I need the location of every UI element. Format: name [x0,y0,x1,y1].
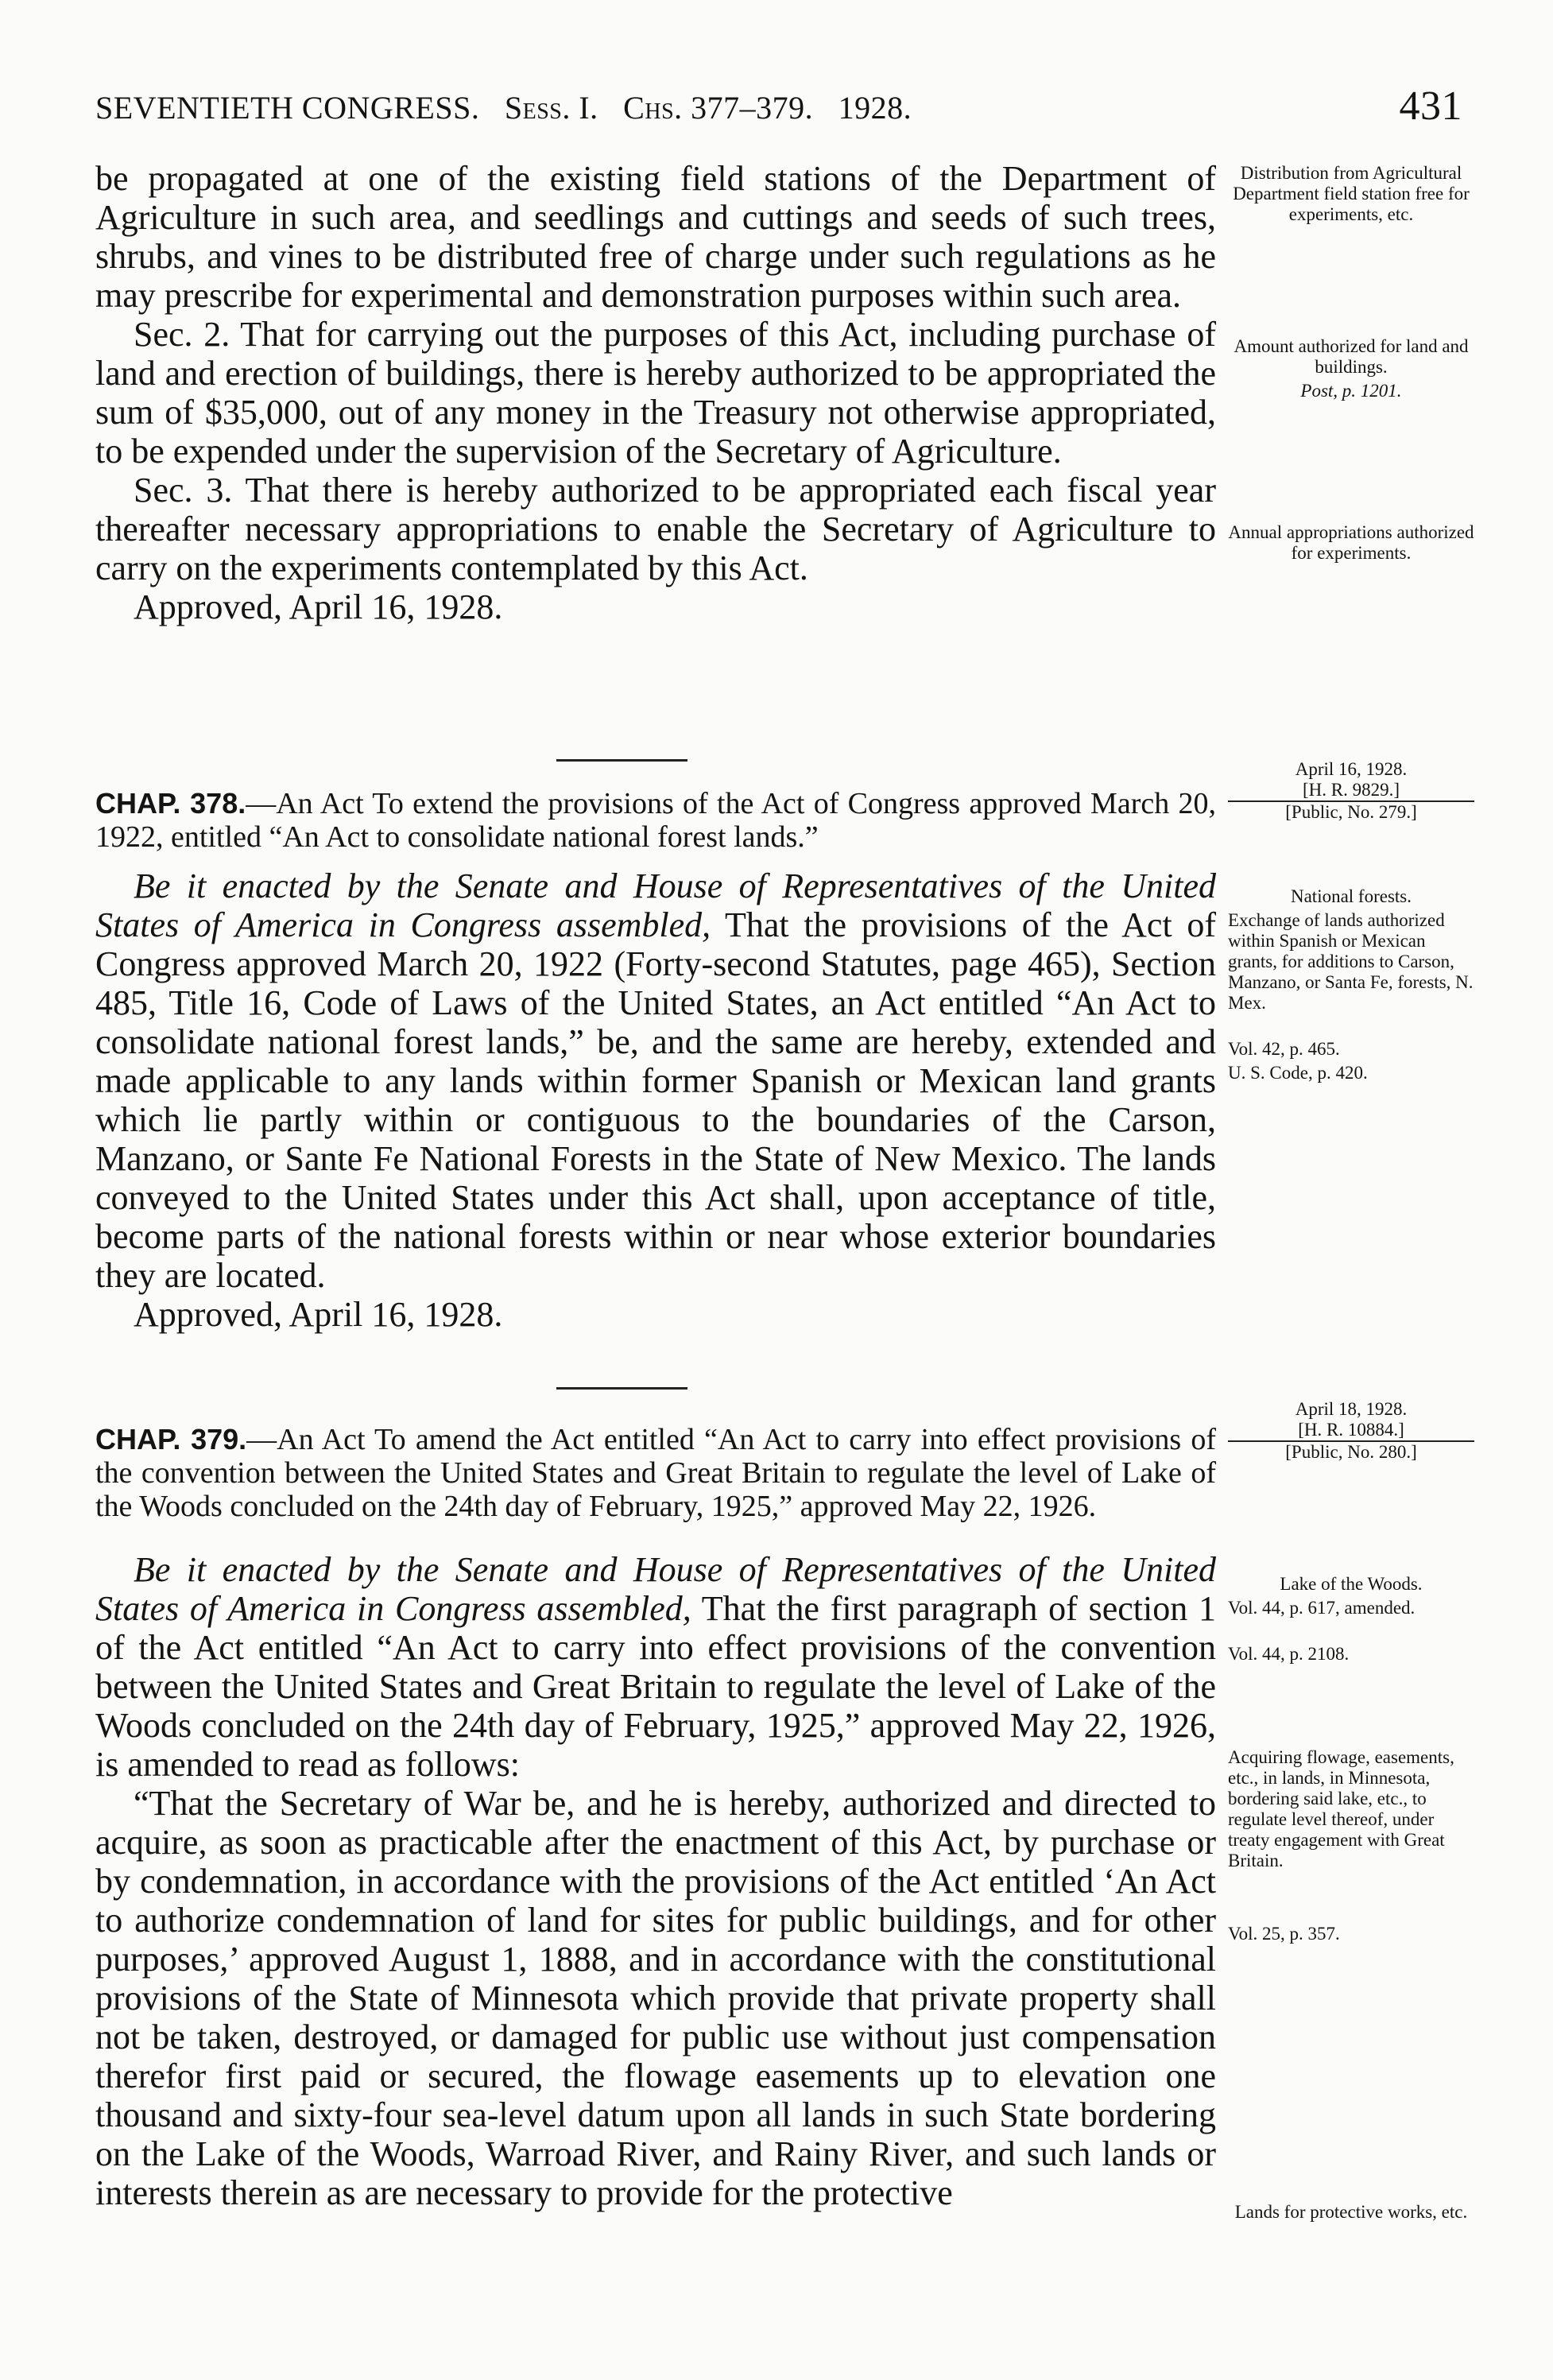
margin-note-post-ref: Post, p. 1201. [1300,381,1402,401]
margin-note-us-code: U. S. Code, p. 420. [1228,1063,1368,1083]
margin-note-vol-44-617: Vol. 44, p. 617, amended. [1228,1598,1416,1618]
header-year: 1928. [838,90,912,126]
header-session: Sess. I. [504,90,598,126]
chap-379-body [95,1550,1216,2212]
margin-note-exchange: Exchange of lands authorized within Spanish or Mexican grants, for additions to Carson, Manzano, or Santa Fe, forests, N. Mex. [1228,910,1474,1013]
margin-note-amount: Amount authorized for land and buildings. [1233,336,1469,377]
margin-note-acquiring-flowage: Acquiring flowage, easements, etc., in lands, in Minnesota, bordering said lake, etc., to regulate level thereof, under treaty engagement with Great Britain. [1228,1747,1454,1870]
margin-note-protective-works: Lands for protective works, etc. [1234,2202,1468,2222]
section-a-paragraph-2: Sec. 2. That for carrying out the purposes of this Act, including purchase of land and erection of buildings, there is hereby authorized to be appropriated the sum of $35,000, out of any money in the Treasury not otherwise appropriated, to be expended under the supervision of the Secretary of Agriculture. [95,315,1216,471]
margin-note-national-forests: National forests. [1290,886,1412,906]
divider-rule-1 [556,759,687,762]
divider-rule-2 [556,1387,687,1390]
page-number: 431 [1399,83,1462,129]
chap-379-public: [Public, No. 280.] [1285,1442,1417,1462]
chap-378-label: CHAP. 378. [95,787,246,820]
section-a-body [95,159,1216,626]
section-a-approved: Approved, April 16, 1928. [134,587,503,626]
header-title: SEVENTIETH CONGRESS. [95,90,480,126]
chap-379-text: That the first paragraph of section 1 of the Act entitled “An Act to carry into effect provisions of the convention between the United States and Great Britain to regulate the level of Lake of the Woods concluded on the 24th day of February, 1925,” approved May 22, 1926, is amended to read as follows: [95,1589,1216,1784]
margin-note-vol-25: Vol. 25, p. 357. [1228,1924,1340,1944]
margin-note-annual: Annual appropriations authorized for experiments. [1228,522,1474,563]
section-a-paragraph-1: be propagated at one of the existing field stations of the Department of Agriculture in such area, and seedlings and cuttings and seeds of such trees, shrubs, and vines to be distributed free of charge under such regulations as he may prescribe for experimental and demonstration purposes within such area. [95,159,1216,315]
margin-note-distribution: Distribution from Agricultural Department field station free for experiments, etc. [1233,163,1470,224]
chap-378-date: April 16, 1928. [1295,759,1408,779]
header-left [95,89,912,126]
chap-378-body [95,866,1216,1334]
section-a-paragraph-3: Sec. 3. That there is hereby authorized to be appropriated each fiscal year thereafter necessary appropriations to enable the Secretary of Agriculture to carry on the experiments contemplated by this Act. [95,471,1216,587]
chap-378-text: That the provisions of the Act of Congress approved March 20, 1922 (Forty-second Statutes, page 465), Section 485, Title 16, Code of Laws of the United States, an Act entitled “An Act to consolidate national forest lands,” be, and the same are hereby, extended and made applicable to any lands within former Spanish or Mexican land grants which lie partly within or contiguous to the boundaries of the Carson, Manzano, or Sante Fe National Forests in the State of New Mexico. The lands conveyed to the United States under this Act shall, upon acceptance of title, become parts of the national forests within or near whose exterior boundaries they are located. [95,905,1216,1295]
chap-378-citation [1228,759,1474,823]
chap-379-enacting-clause: Be it enacted by the Senate and House of Representatives of the United States of America in Congress assembled, [95,1550,1216,1628]
margin-note-vol-42: Vol. 42, p. 465. [1228,1039,1340,1059]
running-header [95,83,1462,137]
chap-379-bill: [H. R. 10884.] [1228,1420,1474,1442]
header-chapters: Chs. 377–379. [623,90,814,126]
chap-379-paragraph [95,1550,1216,1784]
chap-379-citation [1228,1399,1474,1463]
chap-378-bill: [H. R. 9829.] [1228,780,1474,802]
chap-378-approved: Approved, April 16, 1928. [134,1295,503,1334]
chap-379-label: CHAP. 379. [95,1423,247,1456]
chap-378-public: [Public, No. 279.] [1285,802,1417,822]
chap-378-enacting-clause: Be it enacted by the Senate and House of Representatives of the United States of America in Congress assembled, [95,866,1216,944]
chap-379-quoted-amendment: “That the Secretary of War be, and he is hereby, authorized and directed to acquire, as soon as practicable after the enactment of this Act, by purchase or by condemnation, in accordance with the provisions of the Act entitled ‘An Act to authorize condemnation of land for sites for public buildings, and for other purposes,’ approved August 1, 1888, and in accordance with the constitutional provisions of the State of Minnesota which provide that private property shall not be taken, destroyed, or damaged for public use without just compensation therefor first paid or secured, the flowage easements up to elevation one thousand and sixty-four sea-level datum upon all lands in such State bordering on the Lake of the Woods, Warroad River, and Rainy River, and such lands or interests therein as are necessary to provide for the protective [95,1784,1216,2212]
chap-378-paragraph [95,866,1216,1295]
margin-note-vol-44-2108: Vol. 44, p. 2108. [1228,1644,1350,1664]
margin-note-lake-of-woods: Lake of the Woods. [1280,1574,1423,1594]
chap-379-date: April 18, 1928. [1295,1399,1408,1419]
chap-378-title-paragraph [95,787,1216,854]
chap-379-heading [95,1423,1216,1523]
chap-378-title: —An Act To extend the provisions of the Act of Congress approved March 20, 1922, entitled “An Act to consolidate national forest lands.” [95,787,1216,854]
margin-note-post [1228,381,1474,401]
chap-379-title-paragraph [95,1423,1216,1523]
chap-379-title: —An Act To amend the Act entitled “An Act to carry into effect provisions of the convention between the United States and Great Britain to regulate the level of Lake of the Woods concluded on the 24th day of February, 1925,” approved May 22, 1926. [95,1423,1216,1523]
chap-378-heading [95,787,1216,854]
